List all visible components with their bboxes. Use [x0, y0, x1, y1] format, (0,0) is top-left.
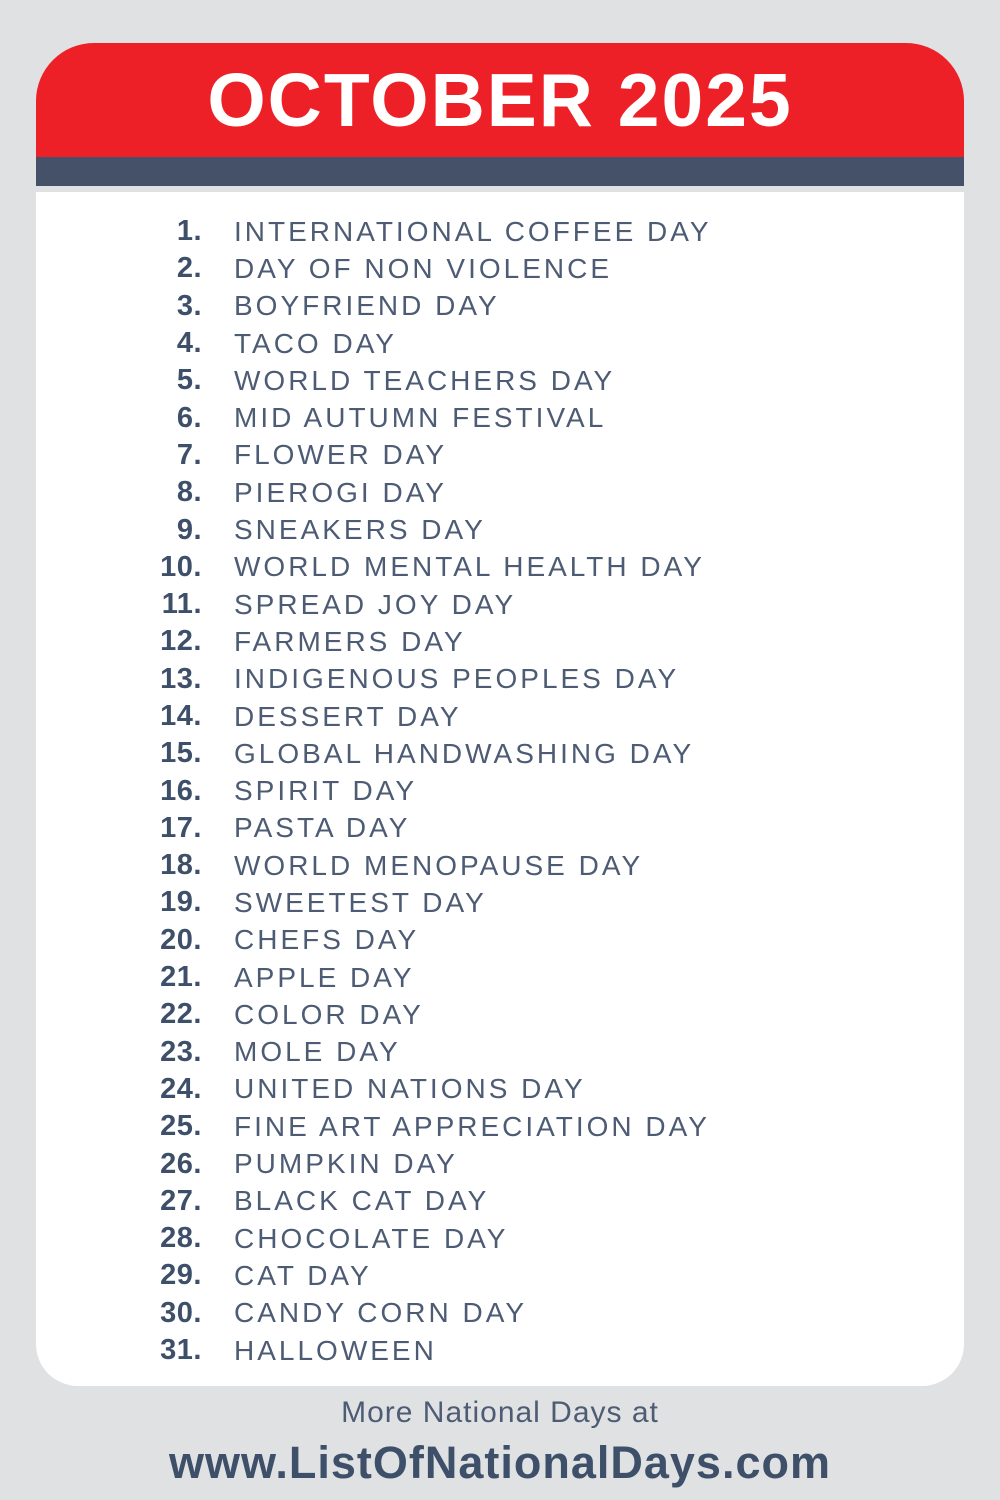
days-card — [36, 192, 964, 1386]
list-item — [36, 1183, 964, 1220]
day-label: APPLE DAY — [234, 961, 415, 993]
day-number: 29. — [160, 1259, 202, 1292]
day-number: 14. — [160, 700, 202, 732]
list-item — [36, 1220, 964, 1257]
day-label: SPREAD JOY DAY — [234, 588, 517, 620]
list-item — [36, 922, 964, 959]
day-label: FLOWER DAY — [234, 439, 448, 471]
list-item — [36, 959, 964, 996]
day-number: 19. — [160, 886, 202, 919]
list-item — [36, 735, 964, 772]
day-label: MOLE DAY — [234, 1036, 401, 1068]
day-number: 23. — [160, 1035, 202, 1068]
day-number: 4. — [176, 327, 202, 360]
list-item — [36, 1071, 964, 1108]
day-number: 10. — [160, 550, 202, 583]
day-number: 9. — [176, 513, 202, 546]
day-number: 17. — [160, 811, 202, 844]
header-divider-bar — [36, 157, 964, 186]
day-number: 6. — [176, 401, 202, 434]
list-item — [36, 772, 964, 809]
day-number: 24. — [160, 1072, 202, 1105]
day-label: INTERNATIONAL COFFEE DAY — [234, 215, 712, 247]
day-number: 8. — [176, 476, 202, 509]
footer — [0, 1396, 1000, 1489]
day-number: 31. — [160, 1334, 202, 1367]
day-label: WORLD MENOPAUSE DAY — [234, 849, 644, 881]
day-number: 20. — [160, 923, 202, 956]
list-item — [36, 1295, 964, 1332]
list-item — [36, 549, 964, 586]
list-item — [36, 399, 964, 436]
day-label: DAY OF NON VIOLENCE — [234, 252, 613, 284]
month-title: OCTOBER 2025 — [207, 57, 793, 142]
day-number: 18. — [160, 849, 202, 882]
footer-website-url: www.ListOfNationalDays.com — [169, 1437, 831, 1488]
list-item — [36, 474, 964, 511]
day-number: 3. — [176, 289, 202, 322]
day-number: 13. — [160, 662, 202, 695]
list-item — [36, 698, 964, 735]
day-number: 12. — [160, 625, 202, 658]
day-number: 30. — [160, 1296, 202, 1329]
list-item — [36, 362, 964, 399]
day-label: PASTA DAY — [234, 812, 411, 844]
day-label: CHEFS DAY — [234, 924, 420, 956]
day-label: GLOBAL HANDWASHING DAY — [234, 737, 695, 769]
list-item — [36, 288, 964, 325]
list-item — [36, 437, 964, 474]
list-item — [36, 996, 964, 1033]
day-label: SWEETEST DAY — [234, 886, 487, 918]
list-item — [36, 325, 964, 362]
day-label: INDIGENOUS PEOPLES DAY — [234, 663, 680, 695]
list-item — [36, 1145, 964, 1182]
day-number: 22. — [160, 998, 202, 1031]
day-label: SPIRIT DAY — [234, 775, 418, 807]
list-item — [36, 810, 964, 847]
month-header-banner — [36, 43, 964, 157]
day-label: BOYFRIEND DAY — [234, 290, 500, 322]
day-label: HALLOWEEN — [234, 1334, 437, 1366]
list-item — [36, 1332, 964, 1369]
national-days-list — [36, 213, 964, 1369]
day-label: DESSERT DAY — [234, 700, 462, 732]
day-number: 21. — [160, 961, 202, 994]
day-number: 28. — [160, 1222, 202, 1255]
list-item — [36, 1108, 964, 1145]
list-item — [36, 1034, 964, 1071]
day-number: 27. — [160, 1184, 202, 1217]
list-item — [36, 661, 964, 698]
day-number: 2. — [176, 252, 202, 285]
day-number: 15. — [160, 737, 202, 770]
day-number: 26. — [160, 1147, 202, 1180]
day-label: MID AUTUMN FESTIVAL — [234, 402, 607, 434]
list-item — [36, 623, 964, 660]
list-item — [36, 847, 964, 884]
day-label: PIEROGI DAY — [234, 476, 447, 508]
day-label: CANDY CORN DAY — [234, 1297, 528, 1329]
day-label: CHOCOLATE DAY — [234, 1222, 509, 1254]
day-label: BLACK CAT DAY — [234, 1185, 490, 1217]
list-item — [36, 1257, 964, 1294]
list-item — [36, 213, 964, 250]
day-label: WORLD TEACHERS DAY — [234, 364, 616, 396]
day-label: UNITED NATIONS DAY — [234, 1073, 586, 1105]
day-number: 7. — [176, 438, 202, 471]
day-label: FINE ART APPRECIATION DAY — [234, 1110, 710, 1142]
day-label: TACO DAY — [234, 327, 397, 359]
day-label: WORLD MENTAL HEALTH DAY — [234, 551, 705, 583]
footer-tagline: More National Days at — [341, 1396, 659, 1429]
day-label: PUMPKIN DAY — [234, 1148, 458, 1180]
list-item — [36, 884, 964, 921]
day-label: FARMERS DAY — [234, 625, 466, 657]
day-number: 25. — [160, 1110, 202, 1143]
day-number: 5. — [176, 364, 202, 397]
day-number: 11. — [161, 588, 202, 621]
list-item — [36, 511, 964, 548]
day-number: 16. — [160, 774, 202, 807]
list-item — [36, 586, 964, 623]
day-number: 1. — [176, 215, 202, 248]
day-label: COLOR DAY — [234, 998, 424, 1030]
day-label: SNEAKERS DAY — [234, 514, 486, 546]
list-item — [36, 250, 964, 287]
day-label: CAT DAY — [234, 1259, 372, 1291]
